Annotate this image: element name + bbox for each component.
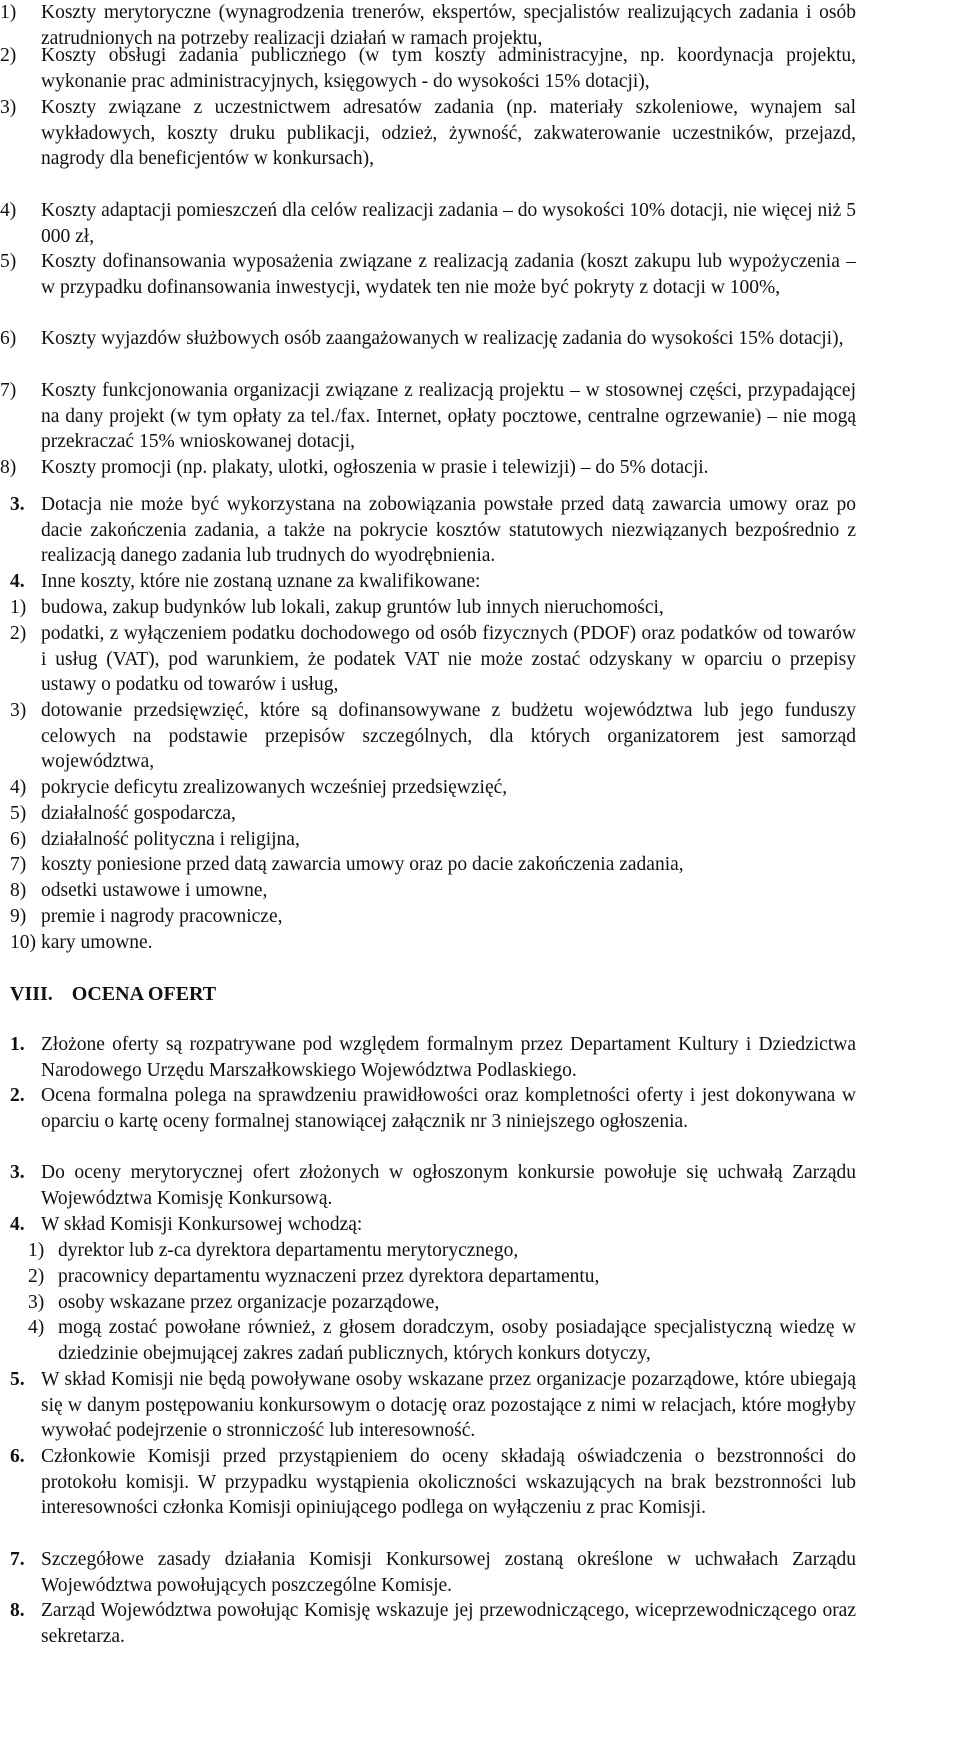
nonqual-item-8	[10, 878, 856, 904]
list-number: 8)	[10, 880, 27, 901]
point-number: 2.	[10, 1085, 25, 1106]
nonqual-item-10	[10, 930, 856, 956]
list-text: podatki, z wyłączeniem podatku dochodowego od osób fizycznych (PDOF) oraz podatków od towarów i usług (VAT), pod warunkiem, że podatek VAT nie może zostać odzyskany w oparciu o przepisy ustawy o podatku od towarów i usług,	[41, 623, 856, 696]
point-text: Ocena formalna polega na sprawdzeniu prawidłowości oraz kompletności oferty i jest dokonywana w oparciu o kartę oceny formalnej stanowiącej załącznik nr 3 niniejszego ogłoszenia.	[41, 1085, 856, 1132]
point-number: 4.	[10, 1214, 25, 1235]
nonqual-item-7	[10, 852, 856, 878]
point-text: Członkowie Komisji przed przystąpieniem do oceny składają oświadczenia o bezstronności do protokołu komisji. W przypadku wystąpienia okoliczności wskazujących na brak bezstronności lub interesowności członka Komisji opiniującego podlega on wyłączeniu z prac Komisji.	[41, 1446, 856, 1519]
list-text: Koszty obsługi zadania publicznego (w tym koszty administracyjne, np. koordynacja projektu, wykonanie prac administracyjnych, księgowych - do wysokości 15% dotacji),	[41, 45, 856, 92]
list-text: Koszty funkcjonowania organizacji związane z realizacją projektu – w stosownej części, przypadającej na dany projekt (w tym opłaty za tel./fax. Internet, opłaty pocztowe, centralne ogrzewanie) – nie mogą przekraczać 15% wnioskowanej dotacji,	[41, 380, 856, 453]
nonqual-item-5	[10, 801, 856, 827]
list-text: dyrektor lub z-ca dyrektora departamentu merytorycznego,	[58, 1240, 519, 1261]
list-text: Koszty dofinansowania wyposażenia związane z realizacją zadania (koszt zakupu lub wypożyczenia – w przypadku dofinansowania inwestycji, wydatek ten nie może być pokryty z dotacji w 100%,	[41, 251, 856, 298]
list-number: 10)	[10, 932, 36, 953]
list-number: 1)	[10, 597, 27, 618]
point-number: 5.	[10, 1369, 25, 1390]
point-text: Dotacja nie może być wykorzystana na zobowiązania powstałe przed datą zawarcia umowy oraz po dacie zakończenia zadania, a także na pokrycie kosztów statutowych niezwiązanych bezpośrednio z realizacją danego zadania lub trudnych do wyodrębnienia.	[41, 494, 856, 567]
ocena-point-1	[0, 1032, 856, 1083]
list-number: 2)	[28, 1266, 45, 1287]
list-number: 4)	[0, 200, 17, 221]
list-number: 7)	[0, 380, 17, 401]
list-text: mogą zostać powołane również, z głosem doradczym, osoby posiadające specjalistyczną wiedzę w dziedzinie obejmującej zakres zadań publicznych, których konkurs dotyczy,	[58, 1317, 856, 1364]
list-text: premie i nagrody pracownicze,	[41, 906, 283, 927]
nonqual-item-2	[10, 621, 856, 698]
list-number: 5)	[10, 803, 27, 824]
section-heading	[10, 982, 216, 1008]
list-text: pokrycie deficytu zrealizowanych wcześniej przedsięwzięć,	[41, 777, 508, 798]
point-text: Do oceny merytorycznej ofert złożonych w ogłoszonym konkursie powołuje się uchwałą Zarządu Województwa Komisję Konkursową.	[41, 1162, 856, 1209]
list-number: 2)	[10, 623, 27, 644]
point-number: 6.	[10, 1446, 25, 1467]
cost-item-4	[0, 198, 856, 249]
list-text: pracownicy departamentu wyznaczeni przez dyrektora departamentu,	[58, 1266, 600, 1287]
cost-item-7	[0, 378, 856, 455]
point-3	[0, 492, 856, 569]
list-text: Koszty wyjazdów służbowych osób zaangażowanych w realizację zadania do wysokości 15% dotacji),	[41, 328, 844, 349]
nonqual-item-3	[10, 698, 856, 775]
list-number: 8)	[0, 457, 17, 478]
list-number: 6)	[0, 328, 17, 349]
point-number: 1.	[10, 1034, 25, 1055]
point-number: 4.	[10, 571, 25, 592]
nonqual-item-1	[10, 595, 856, 621]
ocena-point-5	[0, 1367, 856, 1444]
ocena-point-7	[0, 1547, 856, 1598]
list-number: 5)	[0, 251, 17, 272]
list-text: kary umowne.	[41, 932, 153, 953]
nonqual-item-6	[10, 827, 856, 853]
list-number: 2)	[0, 45, 17, 66]
list-text: Koszty adaptacji pomieszczeń dla celów realizacji zadania – do wysokości 10% dotacji, nie więcej niż 5 000 zł,	[41, 200, 856, 247]
committee-item-2	[28, 1264, 856, 1290]
section-title: OCENA OFERT	[71, 983, 217, 1005]
point-text: Inne koszty, które nie zostaną uznane za kwalifikowane:	[41, 571, 481, 592]
list-text: budowa, zakup budynków lub lokali, zakup gruntów lub innych nieruchomości,	[41, 597, 664, 618]
cost-item-5	[0, 249, 856, 300]
list-number: 1)	[28, 1240, 45, 1261]
list-text: działalność polityczna i religijna,	[41, 829, 300, 850]
list-number: 3)	[0, 97, 17, 118]
point-text: W skład Komisji nie będą powoływane osoby wskazane przez organizacje pozarządowe, które ubiegają się w danym postępowaniu konkursowym o dotację oraz pozostające z nimi w relacjach, które mogłyby wywołać podejrzenie o stronniczość lub interesowność.	[41, 1369, 856, 1442]
ocena-point-8	[0, 1598, 856, 1649]
point-number: 7.	[10, 1549, 25, 1570]
point-number: 8.	[10, 1600, 25, 1621]
ocena-point-4	[0, 1212, 856, 1238]
list-text: działalność gospodarcza,	[41, 803, 236, 824]
point-text: Szczegółowe zasady działania Komisji Konkursowej zostaną określone w uchwałach Zarządu Województwa powołujących poszczególne Komisje.	[41, 1549, 856, 1596]
cost-item-8	[0, 455, 856, 481]
list-number: 1)	[0, 2, 17, 23]
point-text: Zarząd Województwa powołując Komisję wskazuje jej przewodniczącego, wiceprzewodniczącego oraz sekretarza.	[41, 1600, 856, 1647]
point-number: 3.	[10, 1162, 25, 1183]
list-number: 9)	[10, 906, 27, 927]
ocena-point-2	[0, 1083, 856, 1134]
nonqual-item-9	[10, 904, 856, 930]
ocena-point-3	[0, 1160, 856, 1211]
point-number: 3.	[10, 494, 25, 515]
committee-item-1	[28, 1238, 856, 1264]
list-number: 7)	[10, 854, 27, 875]
list-number: 3)	[10, 700, 27, 721]
cost-item-3	[0, 95, 856, 172]
list-text: osoby wskazane przez organizacje pozarządowe,	[58, 1292, 440, 1313]
point-4	[0, 569, 856, 595]
section-number: VIII.	[10, 983, 53, 1005]
committee-item-4	[28, 1315, 856, 1366]
list-number: 3)	[28, 1292, 45, 1313]
list-text: dotowanie przedsięwzięć, które są dofinansowywane z budżetu województwa lub jego funduszy celowych na podstawie przepisów szczególnych, dla których organizatorem jest samorząd województwa,	[41, 700, 856, 773]
cost-item-2	[0, 43, 856, 94]
list-text: Koszty merytoryczne (wynagrodzenia trenerów, ekspertów, specjalistów realizujących zadania i osób zatrudnionych na potrzeby realizacji działań w ramach projektu,	[41, 2, 856, 49]
list-number: 6)	[10, 829, 27, 850]
committee-item-3	[28, 1290, 856, 1316]
list-text: odsetki ustawowe i umowne,	[41, 880, 268, 901]
point-text: Złożone oferty są rozpatrywane pod względem formalnym przez Departament Kultury i Dziedzictwa Narodowego Urzędu Marszałkowskiego Województwa Podlaskiego.	[41, 1034, 856, 1081]
point-text: W skład Komisji Konkursowej wchodzą:	[41, 1214, 363, 1235]
list-text: koszty poniesione przed datą zawarcia umowy oraz po dacie zakończenia zadania,	[41, 854, 684, 875]
list-number: 4)	[10, 777, 27, 798]
list-text: Koszty promocji (np. plakaty, ulotki, ogłoszenia w prasie i telewizji) – do 5% dotacji.	[41, 457, 709, 478]
ocena-point-6	[0, 1444, 856, 1521]
list-text: Koszty związane z uczestnictwem adresatów zadania (np. materiały szkoleniowe, wynajem sal wykładowych, koszty druku publikacji, odzież, żywność, zakwaterowanie uczestników, przejazd, nagrody dla beneficjentów w konkursach),	[41, 97, 856, 170]
list-number: 4)	[28, 1317, 45, 1338]
cost-item-6	[0, 326, 856, 352]
nonqual-item-4	[10, 775, 856, 801]
